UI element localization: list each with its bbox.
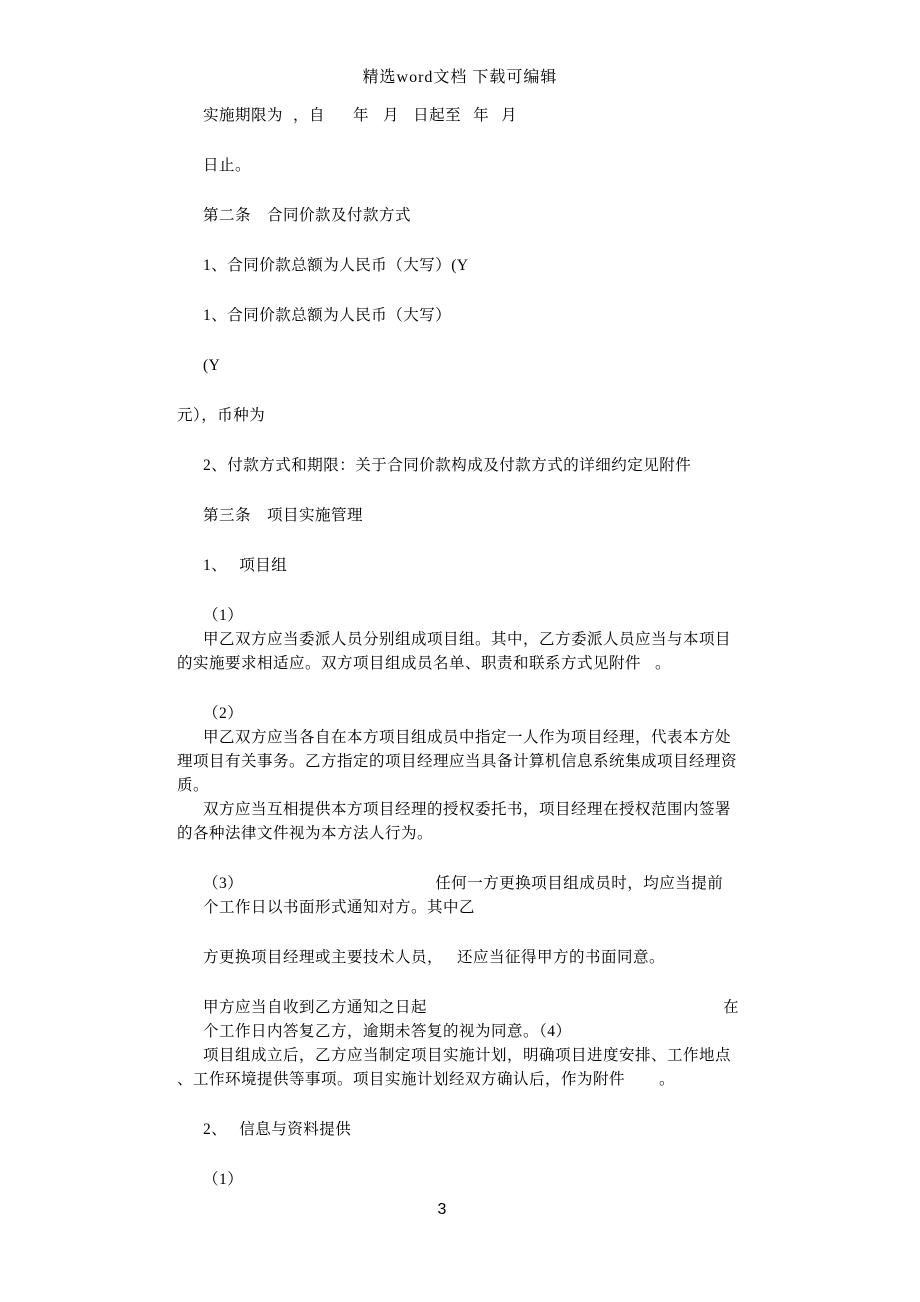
text-run: 双方应当互相提供本方项目经理的授权委托书，项目经理在授权范围内签署 [203, 801, 732, 818]
document-line [177, 946, 757, 970]
blank-line [177, 128, 757, 154]
text-run: 。 [659, 1071, 676, 1088]
text-run: 日止。 [203, 157, 252, 174]
text-run: 项目组成立后，乙方应当制定项目实施计划，明确项目进度安排、工作地点 [203, 1047, 732, 1064]
blank-line [177, 676, 757, 702]
blank-line [177, 278, 757, 304]
document-line [177, 304, 757, 328]
document-line [177, 454, 757, 478]
document-line [177, 104, 757, 128]
text-run: 理项目有关事务。乙方指定的项目经理应当具备计算机信息系统集成项目经理资 [177, 753, 738, 770]
document-line [177, 872, 757, 896]
page-number: 3 [437, 1201, 447, 1218]
text-run: ，自 [293, 107, 326, 124]
blank-line [177, 920, 757, 946]
blank-space [283, 119, 293, 120]
document-body [177, 104, 757, 1192]
document-line [177, 204, 757, 228]
blank-space [461, 119, 473, 120]
blank-line [177, 970, 757, 996]
document-header-text: 精选word文档 下载可编辑 [362, 69, 558, 86]
document-line [177, 996, 757, 1020]
blank-space [625, 1083, 659, 1084]
blank-space [251, 219, 267, 220]
document-line [177, 554, 757, 578]
document-line [177, 404, 757, 428]
text-run: 甲乙双方应当委派人员分别组成项目组。其中，乙方委派人员应当与本项目 [203, 631, 732, 648]
text-run: 元），币种为 [177, 407, 266, 424]
text-run: 实施期限为 [203, 107, 284, 124]
document-line [177, 504, 757, 528]
text-run: （2） [203, 705, 244, 722]
blank-space [641, 667, 655, 668]
text-run: 日起至 [413, 107, 462, 124]
text-run: 。 [655, 655, 672, 672]
text-run: 年 [473, 107, 490, 124]
document-line [177, 354, 757, 378]
document-line [177, 726, 757, 750]
blank-line [177, 578, 757, 604]
document-line [177, 1118, 757, 1142]
document-line [177, 154, 757, 178]
text-run: (Y [203, 357, 221, 374]
blank-space [243, 887, 435, 888]
document-line [177, 774, 757, 798]
blank-line [177, 228, 757, 254]
blank-space [427, 1011, 723, 1012]
document-line [177, 896, 757, 920]
document-line [177, 254, 757, 278]
blank-line [177, 1142, 757, 1168]
document-line [177, 1068, 757, 1092]
blank-space [325, 119, 353, 120]
document-line [177, 652, 757, 676]
blank-space [227, 1133, 239, 1134]
text-run: 的各种法律文件视为本方法人行为。 [177, 825, 434, 842]
text-run: 2、付款方式和期限：关于合同价款构成及付款方式的详细约定见附件 [203, 457, 692, 474]
blank-line [177, 428, 757, 454]
blank-line [177, 1092, 757, 1118]
text-run: 1、合同价款总额为人民币（大写）(Y [203, 257, 469, 274]
blank-line [177, 178, 757, 204]
text-run: 在 [723, 999, 740, 1016]
text-run: 项目实施管理 [267, 507, 364, 524]
blank-space [489, 119, 501, 120]
text-run: 第二条 [203, 207, 252, 224]
text-run: 2、 [203, 1121, 228, 1138]
text-run: 个工作日以书面形式通知对方。其中乙 [203, 899, 476, 916]
text-run: 甲方应当自收到乙方通知之日起 [203, 999, 428, 1016]
text-run: （3） [203, 875, 244, 892]
document-line [177, 1168, 757, 1192]
text-run: 质。 [177, 777, 210, 794]
text-run: 还应当征得甲方的书面同意。 [457, 949, 666, 966]
blank-line [177, 328, 757, 354]
blank-space [369, 119, 383, 120]
document-line [177, 1044, 757, 1068]
document-line [177, 798, 757, 822]
text-run: （1） [203, 607, 244, 624]
blank-space [399, 119, 413, 120]
text-run: （1） [203, 1171, 244, 1188]
blank-line [177, 378, 757, 404]
text-run: 第三条 [203, 507, 252, 524]
document-line [177, 1020, 757, 1044]
document-line [177, 822, 757, 846]
document-line [177, 628, 757, 652]
text-run: 项目组 [239, 557, 288, 574]
text-run: 甲乙双方应当各自在本方项目组成员中指定一人作为项目经理，代表本方处 [203, 729, 732, 746]
text-run: 任何一方更换项目组成员时，均应当提前 [435, 875, 724, 892]
text-run: 1、合同价款总额为人民币（大写） [203, 307, 452, 324]
text-run: 的实施要求相适应。双方项目组成员名单、职责和联系方式见附件 [177, 655, 642, 672]
text-run: 信息与资料提供 [239, 1121, 352, 1138]
text-run: 月 [383, 107, 400, 124]
blank-space [251, 519, 267, 520]
text-run: 年 [353, 107, 370, 124]
text-run: 1、 [203, 557, 228, 574]
text-run: 方更换项目经理或主要技术人员， [203, 949, 444, 966]
blank-line [177, 478, 757, 504]
document-line [177, 702, 757, 726]
blank-space [443, 961, 457, 962]
blank-line [177, 846, 757, 872]
text-run: 、工作环境提供等事项。项目实施计划经双方确认后，作为附件 [177, 1071, 626, 1088]
blank-space [227, 569, 239, 570]
text-run: 个工作日内答复乙方，逾期未答复的视为同意。（4） [203, 1023, 572, 1040]
text-run: 合同价款及付款方式 [267, 207, 412, 224]
text-run: 月 [501, 107, 518, 124]
document-line [177, 750, 757, 774]
document-line [177, 604, 757, 628]
blank-line [177, 528, 757, 554]
